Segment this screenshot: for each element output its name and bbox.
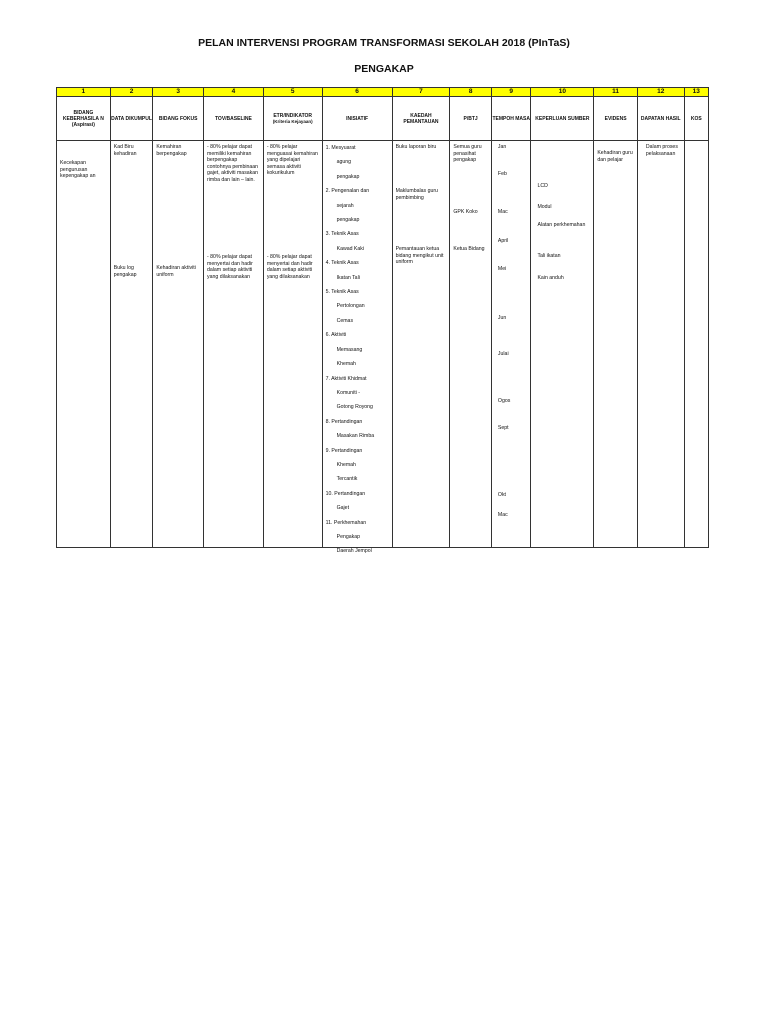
header-bidang-fokus: BIDANG FOKUS — [153, 97, 204, 141]
month-label: Julai — [497, 351, 509, 357]
focus-item: Kehadiran aktiviti uniform — [156, 265, 196, 278]
initiative-list — [326, 141, 390, 559]
initiative-line: 7. Aktiviti Khidmat — [325, 375, 367, 382]
header-inisiatif: INISIATIF — [322, 97, 392, 141]
data-item: Buku log pengakap — [113, 265, 137, 278]
header-etr-indikator-sublabel: (Kriteria Kejayaan) — [272, 118, 313, 124]
initiative-line: 9. Pertandingan — [325, 447, 363, 454]
column-number-row — [57, 88, 709, 97]
initiative-line: 1. Mesyuarat — [325, 145, 356, 151]
month-label: Ogos — [497, 398, 511, 404]
month-label: Mac — [497, 512, 508, 518]
baseline-item: - 80% pelajar dapat memiliki kemahiran berpengakap contohnya pembinaan gajet, aktiviti masakan rimba dan lain – lain. — [207, 144, 259, 183]
header-p-btj: P/BTJ — [450, 97, 492, 141]
column-number: 8 — [450, 88, 492, 97]
initiative-line: Tercantik — [336, 476, 358, 483]
monitoring-item: Buku laporan biru — [395, 144, 437, 150]
initiative-line: Daerah Jempol — [336, 548, 372, 555]
monitoring-item: Maklumbalas guru pembimbing — [395, 188, 438, 201]
initiative-line: Cemas — [336, 317, 354, 324]
month-label: April — [497, 238, 509, 244]
resource-item: Tali ikatan — [537, 253, 561, 259]
initiative-line: 10. Pertandingan — [325, 490, 366, 497]
resource-item: Kain anduh — [537, 275, 564, 281]
initiative-line: Khemah — [336, 361, 356, 368]
cell-etr-indikator — [263, 141, 322, 548]
monitoring-item: Pemantauan ketua bidang mengikut unit uniform — [395, 246, 444, 266]
initiative-line: Pertolongan — [336, 303, 365, 310]
header-tempoh-masa: TEMPOH MASA — [491, 97, 531, 141]
column-number: 11 — [594, 88, 638, 97]
column-number: 6 — [322, 88, 392, 97]
table-row — [57, 141, 709, 548]
month-label: Mei — [497, 266, 507, 272]
month-label: Mac — [497, 209, 508, 215]
header-tov-baseline: TOV/BASELINE — [204, 97, 264, 141]
header-dapatan-hasil: DAPATAN HASIL — [637, 97, 684, 141]
resource-item: Alatan perkhemahan — [537, 222, 586, 228]
column-number: 7 — [392, 88, 450, 97]
initiative-line: Pengakap — [336, 533, 360, 540]
cell-p-btj — [450, 141, 492, 548]
cell-kaedah-pemantauan — [392, 141, 450, 548]
month-label: Sept — [497, 425, 509, 431]
initiative-line: sejarah — [336, 202, 354, 209]
data-item: Kad Biru kehadiran — [113, 144, 137, 157]
initiative-line: 2. Pengenalan dan — [325, 188, 370, 195]
pic-item: Ketua Bidang — [453, 246, 485, 252]
column-number: 1 — [57, 88, 111, 97]
cell-tov-baseline — [204, 141, 264, 548]
initiative-line: Komuniti - — [336, 389, 360, 396]
initiative-line: Masakan Rimba — [336, 433, 375, 440]
document-title: PELAN INTERVENSI PROGRAM TRANSFORMASI SEKOLAH 2018 (PInTaS) — [198, 37, 570, 49]
pic-item: Semua guru penasihat pengakap — [453, 144, 482, 164]
initiative-line: 6. Aktiviti — [325, 332, 347, 339]
month-label: Jun — [497, 315, 507, 321]
header-bidang-keberhasilan: BIDANG KEBERHASILA N (Aspirasi) — [57, 97, 111, 141]
header-etr-indikator-label: ETR/INDIKATOR — [273, 112, 313, 119]
initiative-line: 3. Teknik Asas — [325, 231, 359, 238]
cell-bidang-keberhasilan — [57, 141, 111, 548]
initiative-line: Gajet — [336, 505, 350, 512]
column-number: 5 — [263, 88, 322, 97]
cell-data-dikumpul — [110, 141, 153, 548]
cell-inisiatif — [322, 141, 392, 555]
document-subtitle: PENGAKAP — [354, 63, 414, 75]
cell-bidang-fokus — [153, 141, 204, 548]
header-keperluan-sumber: KEPERLUAN SUMBER — [531, 97, 594, 141]
cell-keperluan-sumber — [531, 141, 594, 548]
month-label: Jan — [497, 144, 507, 150]
initiative-line: Khemah — [336, 461, 356, 468]
pic-item: GPK Koko — [453, 209, 478, 215]
column-number: 12 — [637, 88, 684, 97]
resource-item: Modul — [537, 204, 552, 210]
header-data-dikumpul: DATA DIKUMPUL — [110, 97, 153, 141]
cell-evidens — [594, 141, 638, 548]
initiative-line: Gotong Royong — [336, 404, 373, 411]
column-number: 13 — [684, 88, 708, 97]
baseline-item: - 80% pelajar dapat menyertai dan hadir dalam setiap aktiviti yang dilaksanakan — [207, 254, 253, 280]
cell-tempoh-masa — [491, 141, 531, 548]
initiative-line: pengakap — [336, 173, 360, 180]
indicator-item: - 80% pelajar dapat menyertai dan hadir dalam setiap aktiviti yang dilaksanakan — [266, 254, 313, 280]
initiative-line: Kawad Kaki — [336, 245, 365, 252]
initiative-line: 4. Teknik Asas — [325, 260, 359, 267]
header-evidens: EVIDENS — [594, 97, 638, 141]
focus-item: Kemahiran berpengakap — [156, 144, 187, 157]
cell-dapatan-hasil — [637, 141, 684, 548]
column-number: 10 — [531, 88, 594, 97]
initiative-line: 8. Pertandingan — [325, 418, 363, 425]
initiative-line: Ikatan Tali — [336, 274, 360, 281]
column-number: 3 — [153, 88, 204, 97]
initiative-line: Memasang — [336, 346, 363, 353]
initiative-line: agung — [336, 159, 352, 166]
column-number: 2 — [110, 88, 153, 97]
indicator-item: - 80% pelajar menguasai kemahiran yang dipelajari semasa aktiviti kokurikulum — [266, 144, 318, 177]
evidence-item: Kehadiran guru dan pelajar — [597, 150, 633, 163]
outcome-item: Dalam proses pelaksanaan — [645, 144, 678, 157]
cell-kos — [684, 141, 708, 548]
aspiration-text: Kecekapan pengurusan kepengakap an — [60, 160, 96, 180]
header-kaedah-pemantauan: KAEDAH PEMANTAUAN — [392, 97, 450, 141]
month-label: Feb — [497, 171, 507, 177]
intervention-plan-table — [56, 87, 709, 555]
header-kos: KOS — [684, 97, 708, 141]
month-label: Okt — [497, 492, 506, 498]
header-etr-indikator — [263, 97, 322, 141]
initiative-line: 5. Teknik Asas — [325, 289, 359, 296]
initiative-line: pengakap — [336, 217, 360, 224]
column-number: 4 — [204, 88, 264, 97]
column-header-row — [57, 97, 709, 141]
column-number: 9 — [491, 88, 531, 97]
resource-item: LCD — [537, 183, 548, 189]
initiative-line: 11. Perkhemahan — [325, 519, 367, 526]
